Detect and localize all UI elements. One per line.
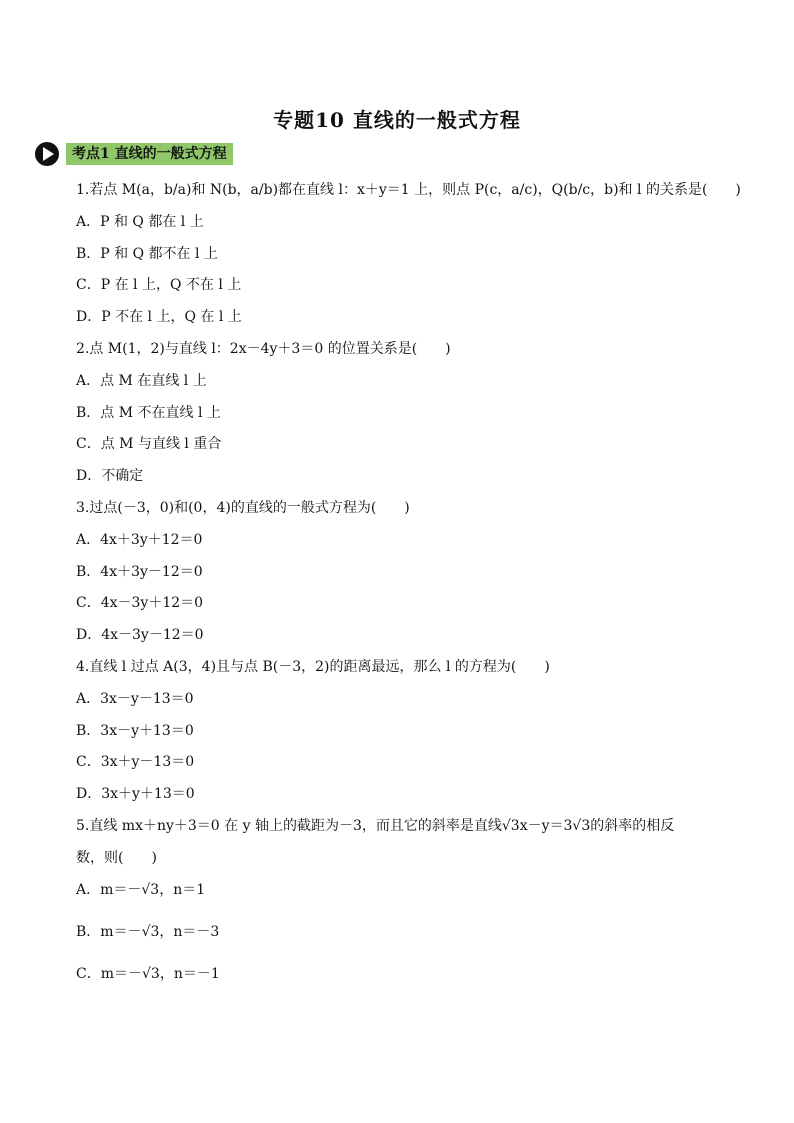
play-arrow-icon [34,141,60,167]
answer-option: C．P 在 l 上，Q 不在 l 上 [76,277,242,294]
answer-option: C．点 M 与直线 l 重合 [76,436,222,453]
page-title: 专题10 直线的一般式方程 [273,108,521,132]
question-list [76,178,741,1004]
question-stem-continued: 数，则( ) [76,849,157,866]
section-label: 考点1 直线的一般式方程 [66,143,233,165]
answer-option: B．P 和 Q 都不在 l 上 [76,245,218,262]
question-stem: 5.直线 mx＋ny＋3＝0 在 y 轴上的截距为－3，而且它的斜率是直线√3x－y＝3√3的斜率的相反 [76,817,675,834]
answer-option: B．3x－y＋13＝0 [76,722,194,739]
answer-option: D．P 不在 l 上，Q 在 l 上 [76,309,242,326]
answer-option: C．3x＋y－13＝0 [76,754,195,771]
answer-option: D．4x－3y－12＝0 [76,627,204,644]
answer-option: B．点 M 不在直线 l 上 [76,404,221,421]
question-stem: 1.若点 M(a，b/a)和 N(b，a/b)都在直线 l：x＋y＝1 上，则点 P(c，a/c)，Q(b/c，b)和 l 的关系是( ) [76,182,741,198]
answer-option: C．m＝－√3，n＝－1 [76,965,220,982]
answer-option: A．m＝－√3，n＝1 [76,881,206,898]
section-header [34,142,233,166]
answer-option: C．4x－3y＋12＝0 [76,595,204,612]
answer-option: A．点 M 在直线 l 上 [76,372,207,389]
answer-option: A．P 和 Q 都在 l 上 [76,213,204,230]
answer-option: D．3x＋y＋13＝0 [76,786,195,803]
answer-option: B．4x＋3y－12＝0 [76,563,203,580]
question-stem: 2.点 M(1，2)与直线 l：2x－4y＋3＝0 的位置关系是( ) [76,340,451,357]
question-stem: 4.直线 l 过点 A(3，4)且与点 B(－3，2)的距离最远，那么 l 的方程为( ) [76,658,550,675]
answer-option: D．不确定 [76,468,144,485]
answer-option: A．4x＋3y＋12＝0 [76,531,203,548]
answer-option: A．3x－y－13＝0 [76,690,194,707]
question-stem: 3.过点(－3，0)和(0，4)的直线的一般式方程为( ) [76,499,410,516]
answer-option: B．m＝－√3，n＝－3 [76,923,220,940]
